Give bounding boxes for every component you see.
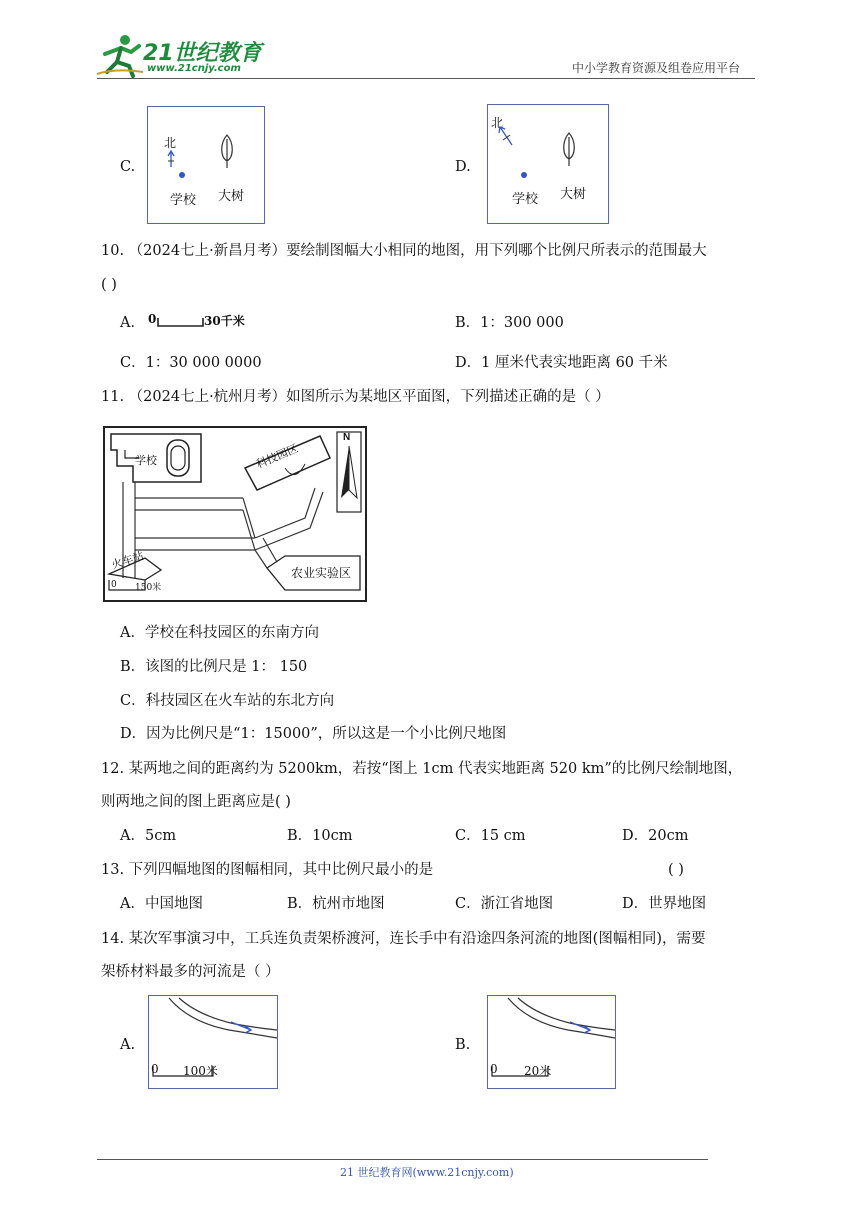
footer-divider xyxy=(97,1159,708,1160)
tree-icon xyxy=(560,131,578,167)
north-label: 北 xyxy=(164,136,177,150)
map-label-station: 火车站 xyxy=(109,549,146,572)
q9-option-c-figure xyxy=(147,106,265,224)
map-label-north: N xyxy=(343,432,351,443)
q14-option-b-river-map xyxy=(487,995,616,1089)
q13-paren: ( ) xyxy=(668,862,684,878)
map-label-tech-park: 科技园区 xyxy=(254,441,300,472)
school-dot-icon xyxy=(520,171,528,179)
school-dot-icon xyxy=(178,171,186,179)
logo-text: 21世纪教育 xyxy=(143,41,262,66)
q14-stem: 14. 某次军事演习中，工兵连负责架桥渡河，连长手中有沿途四条河流的地图(图幅相同)，需要 xyxy=(101,931,706,947)
q12-option-b: B．10cm xyxy=(287,828,353,844)
scale-zero: 0 xyxy=(148,312,157,326)
q14-option-a-label: A. xyxy=(120,1037,136,1053)
scale-text: 100米 xyxy=(183,1064,218,1078)
map-label-school: 学校 xyxy=(135,454,157,467)
q10-option-c: C．1：30 000 0000 xyxy=(120,355,262,371)
q12-stem: 12. 某两地之间的距离约为 5200km，若按“图上 1cm 代表实地距离 520 km”的比例尺绘制地图， xyxy=(101,761,743,777)
scale-text: 30千米 xyxy=(204,314,245,328)
river-icon xyxy=(488,996,615,1088)
q14-stem-cont: 架桥材料最多的河流是（ ） xyxy=(101,964,280,980)
runner-logo-icon xyxy=(95,32,147,78)
q9-option-d-label: D. xyxy=(455,159,471,175)
q13-option-b: B．杭州市地图 xyxy=(287,896,385,912)
school-label: 学校 xyxy=(170,193,197,208)
scale-zero: 0 xyxy=(151,1062,159,1076)
q14-option-b-label: B. xyxy=(455,1037,471,1053)
logo-url: www.21cnjy.com xyxy=(147,63,241,74)
tree-icon xyxy=(218,133,236,169)
map-scale-length: 150米 xyxy=(135,583,162,593)
q10-paren: ( ) xyxy=(101,277,117,293)
q13-option-d: D．世界地图 xyxy=(622,896,707,912)
header-divider xyxy=(97,78,755,79)
school-label: 学校 xyxy=(512,192,539,207)
q10-option-a-scale-bar xyxy=(148,312,258,334)
platform-title: 中小学教育资源及组卷应用平台 xyxy=(572,61,741,75)
q11-area-map xyxy=(103,426,367,602)
q13-option-a: A．中国地图 xyxy=(120,896,203,912)
q12-stem-cont: 则两地之间的图上距离应是( ) xyxy=(101,794,291,810)
map-scale-zero: 0 xyxy=(111,580,117,590)
tree-label: 大树 xyxy=(560,187,587,202)
q11-option-d: D．因为比例尺是“1：15000”，所以这是一个小比例尺地图 xyxy=(120,726,507,742)
q9-option-c-label: C. xyxy=(120,159,136,175)
north-label: 北 xyxy=(491,116,504,130)
q10-option-a-label: A． xyxy=(120,315,145,331)
scale-bar-icon xyxy=(157,316,205,328)
scale-text: 20米 xyxy=(524,1064,552,1078)
site-logo xyxy=(95,32,265,80)
q10-stem: 10. （2024七上·新昌月考）要绘制图幅大小相同的地图，用下列哪个比例尺所表示的范围最大 xyxy=(101,243,707,259)
q12-option-a: A．5cm xyxy=(120,828,177,844)
q12-option-c: C．15 cm xyxy=(455,828,526,844)
q10-option-b: B．1：300 000 xyxy=(455,315,564,331)
q11-option-b: B．该图的比例尺是 1： 150 xyxy=(120,659,308,675)
q11-stem: 11. （2024七上·杭州月考）如图所示为某地区平面图，下列描述正确的是（ ） xyxy=(101,389,610,405)
q14-option-a-river-map xyxy=(148,995,278,1089)
q10-option-d: D．1 厘米代表实地距离 60 千米 xyxy=(455,355,668,371)
q13-option-c: C．浙江省地图 xyxy=(455,896,554,912)
north-arrow-icon xyxy=(496,123,516,149)
north-arrow-icon xyxy=(166,149,176,169)
q11-option-c: C．科技园区在火车站的东北方向 xyxy=(120,693,335,709)
tree-label: 大树 xyxy=(218,189,245,204)
q11-option-a: A．学校在科技园区的东南方向 xyxy=(120,625,319,641)
map-label-agri: 农业实验区 xyxy=(291,566,352,580)
q13-stem: 13. 下列四幅地图的图幅相同，其中比例尺最小的是 xyxy=(101,862,434,878)
q12-option-d: D．20cm xyxy=(622,828,689,844)
q9-option-d-figure xyxy=(487,104,609,224)
footer-text: 21 世纪教育网(www.21cnjy.com) xyxy=(340,1166,514,1179)
scale-zero: 0 xyxy=(490,1062,498,1076)
